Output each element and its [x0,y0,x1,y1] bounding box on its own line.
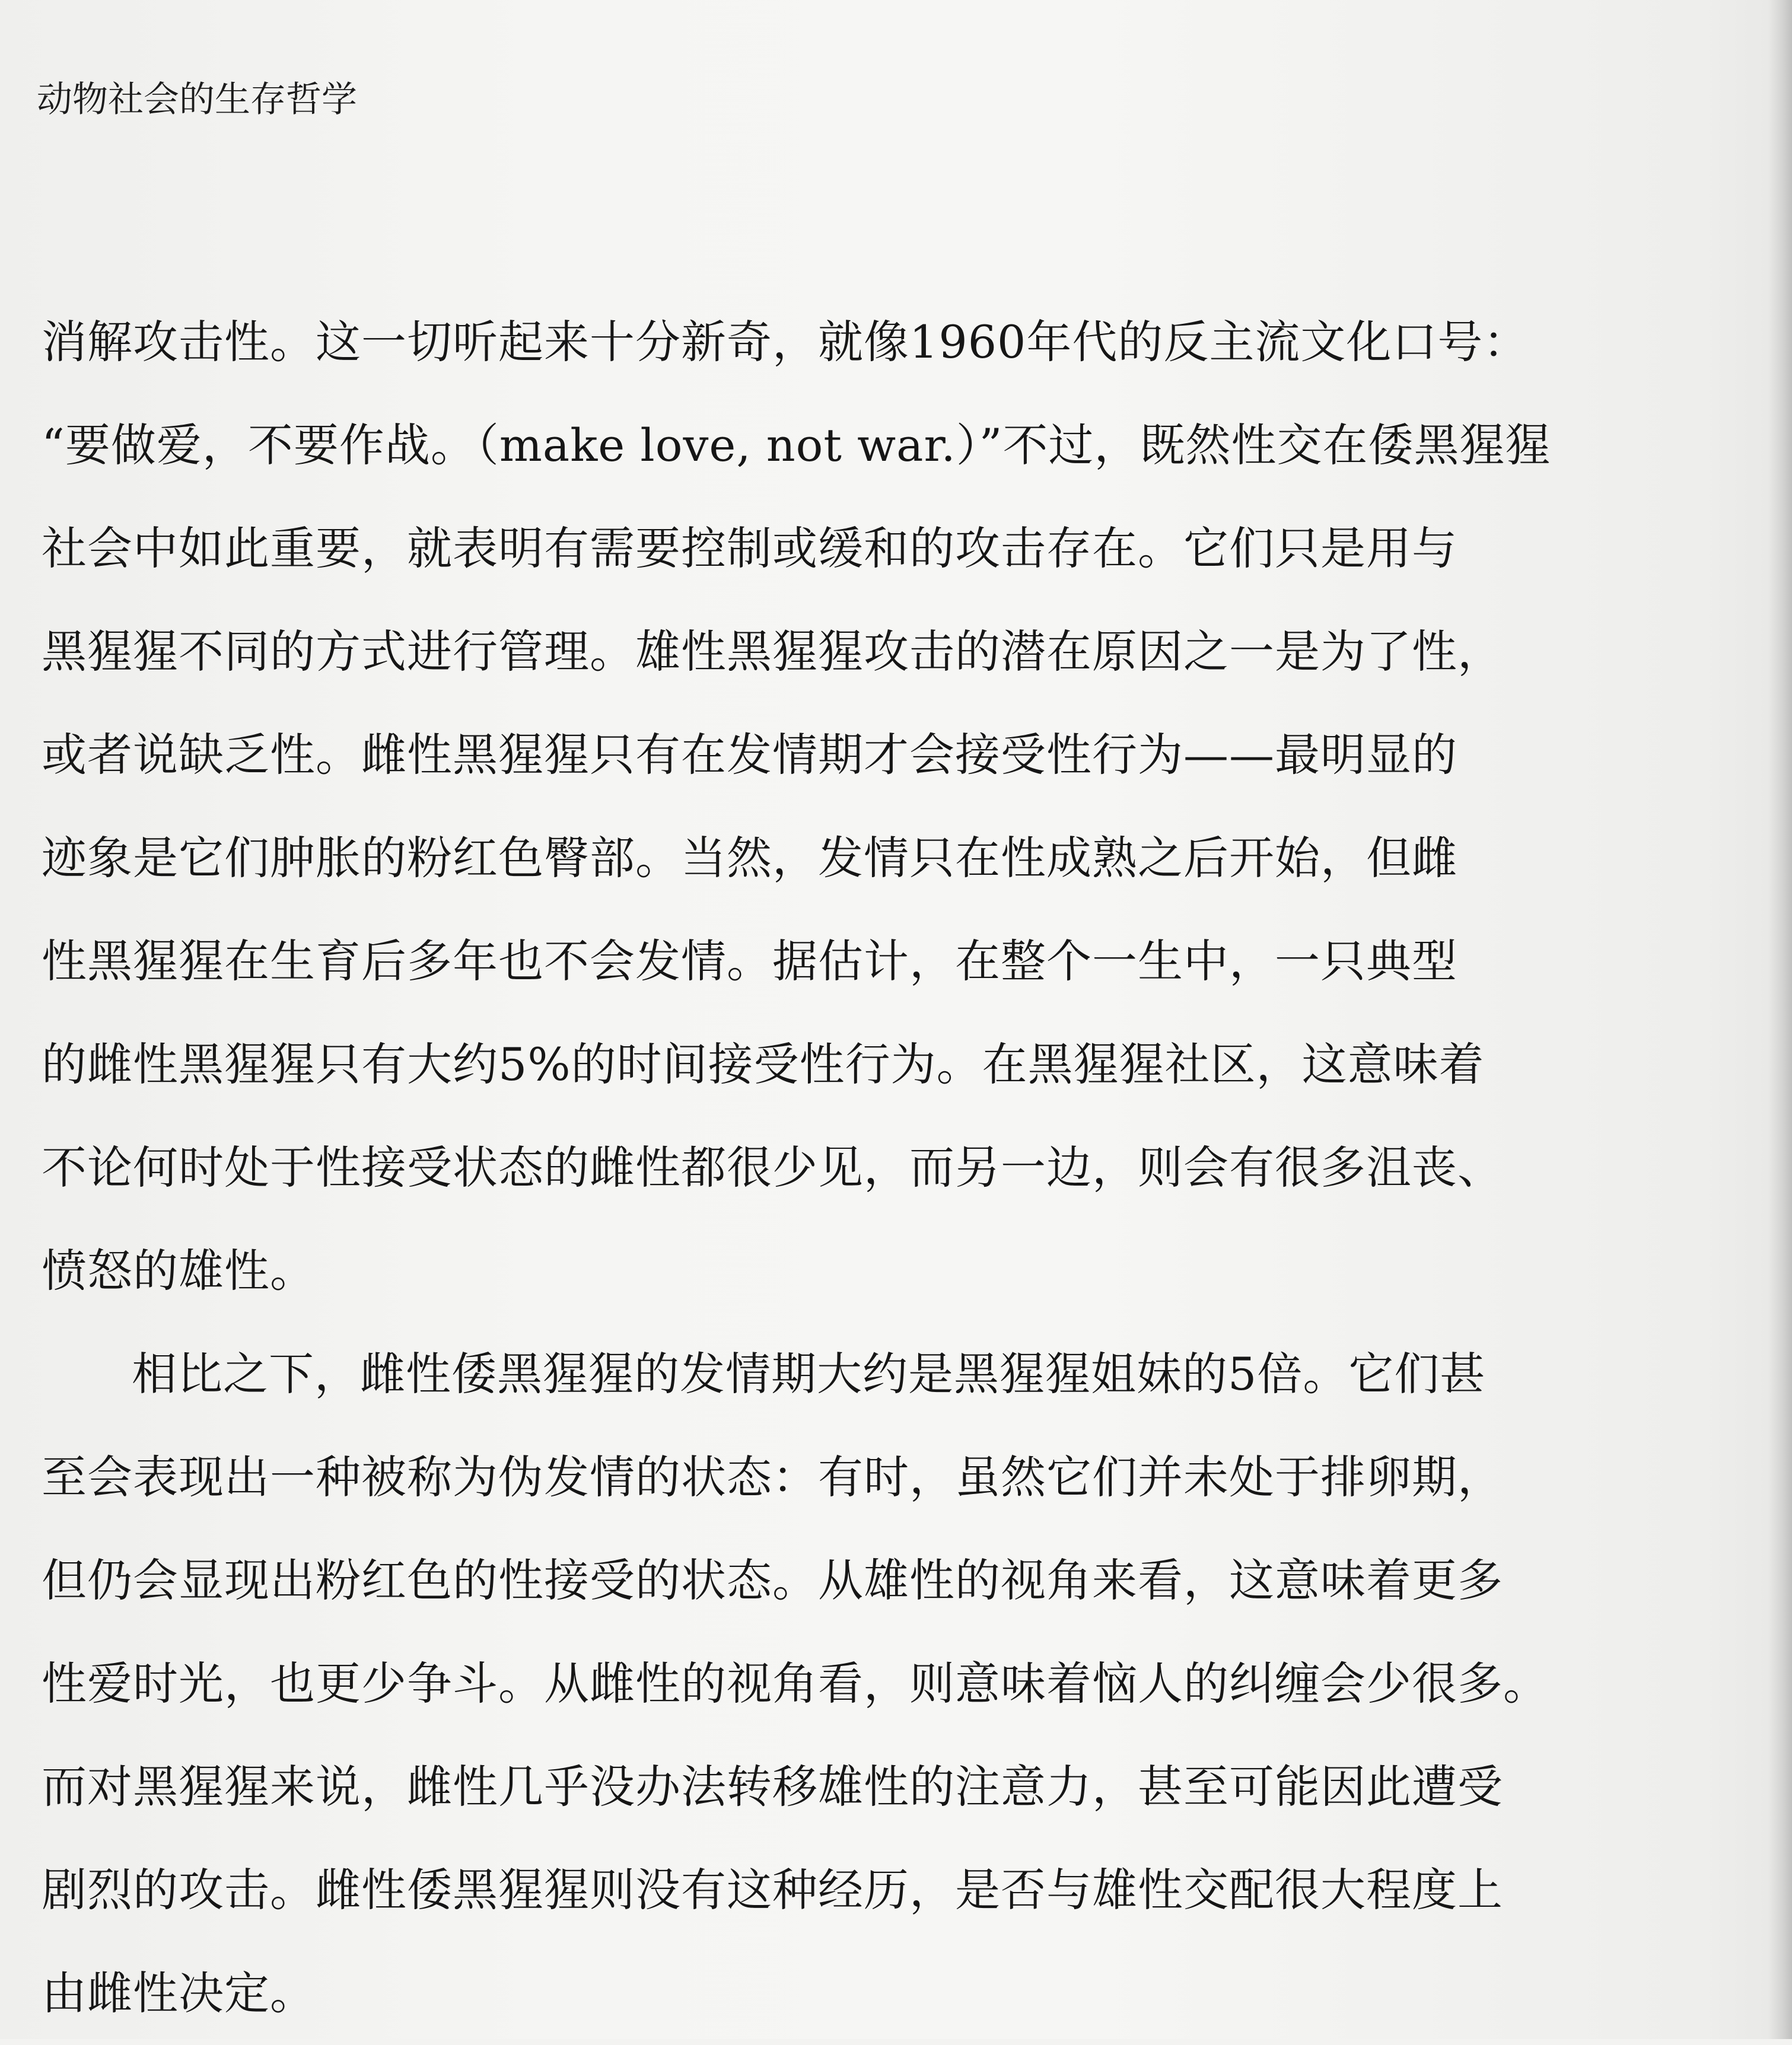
text-line: 不论何时处于性接受状态的雌性都很少见，而另一边，则会有很多沮丧、 [42,1141,1503,1194]
paragraph-start-line: 相比之下，雌性倭黑猩猩的发情期大约是黑猩猩姐妹的5倍。它们甚 [132,1348,1486,1400]
text-line: 由雌性决定。 [42,1967,316,2019]
page-edge-shadow [1768,0,1792,2039]
text-line: 但仍会显现出粉红色的性接受的状态。从雄性的视角来看，这意味着更多 [42,1554,1503,1607]
text-line: 而对黑猩猩来说，雌性几乎没办法转移雄性的注意力，甚至可能因此遭受 [42,1760,1503,1813]
text-line: 至会表现出一种被称为伪发情的状态：有时，虽然它们并未处于排卵期， [42,1451,1503,1504]
text-line: 或者说缺乏性。雌性黑猩猩只有在发情期才会接受性行为——最明显的 [42,728,1457,781]
text-line: 性爱时光，也更少争斗。从雌性的视角看，则意味着恼人的纠缠会少很多。 [42,1657,1549,1710]
text-line: “要做爱，不要作战。（make love, not war.）”不过，既然性交在倭黑猩猩 [42,419,1551,472]
text-line: 剧烈的攻击。雌性倭黑猩猩则没有这种经历，是否与雄性交配很大程度上 [42,1864,1503,1916]
text-line: 迹象是它们肿胀的粉红色臀部。当然，发情只在性成熟之后开始，但雌 [42,832,1457,884]
body-text [42,291,1762,2045]
text-line: 的雌性黑猩猩只有大约5%的时间接受性行为。在黑猩猩社区，这意味着 [42,1038,1485,1091]
text-line: 消解攻击性。这一切听起来十分新奇，就像1960年代的反主流文化口号： [42,316,1529,368]
text-line: 性黑猩猩在生育后多年也不会发情。据估计，在整个一生中，一只典型 [42,935,1457,988]
text-line: 愤怒的雄性。 [42,1244,316,1297]
running-header-title: 动物社会的生存哲学 [37,79,357,120]
text-line: 社会中如此重要，就表明有需要控制或缓和的攻击存在。它们只是用与 [42,522,1457,575]
text-line: 黑猩猩不同的方式进行管理。雄性黑猩猩攻击的潜在原因之一是为了性， [42,625,1503,678]
